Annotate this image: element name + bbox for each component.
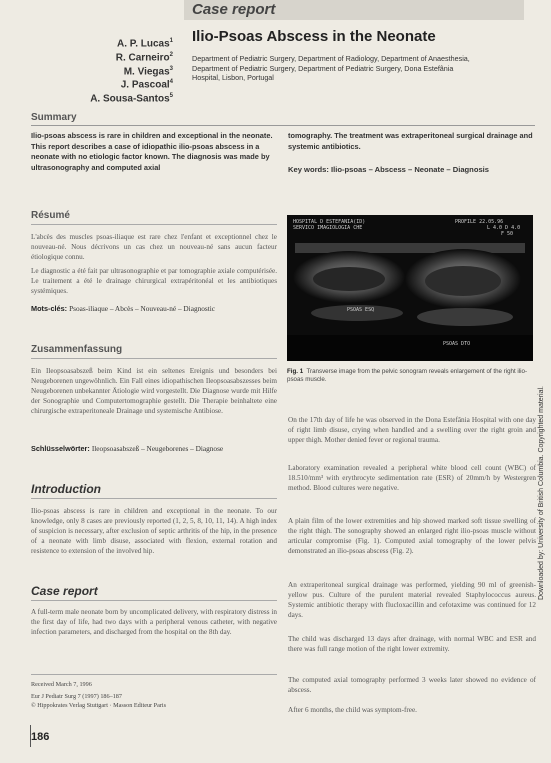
summary-divider <box>31 125 535 126</box>
affil-line: Department of Pediatric Surgery, Department of Pediatric Surgery, Dona Estefânia <box>192 63 454 73</box>
journal-citation: Eur J Pediatr Surg 7 (1997) 186–187 <box>31 693 122 700</box>
figure-caption: Fig. 1 Transverse image from the pelvic sonogram reveals enlargement of the right ilio-psoas muscle. <box>287 368 528 383</box>
publisher-line: © Hippokrates Verlag Stuttgart · Masson Editeur Paris <box>31 702 167 709</box>
case-report-paragraph: A full-term male neonate born by uncomplicated delivery, with respiratory distress in the first day of life, had two days with a peripheral venous catheter, with negative infection parameters, and discharged from the hospital on the 8th day. <box>31 608 277 636</box>
author-list <box>90 36 173 105</box>
summary-heading: Summary <box>31 112 77 123</box>
author: J. Pascoal$^4$ <box>120 79 173 91</box>
affil-line: Hospital, Lisbon, Portugal <box>192 73 274 82</box>
page-number: 186 <box>31 731 50 743</box>
zusammenfassung-rule <box>31 358 277 359</box>
summary-keywords: Key words: Ilio-psoas – Abscess – Neonate – Diagnosis <box>288 165 490 174</box>
right-column-paragraph: After 6 months, the child was symptom-free. <box>288 706 417 714</box>
right-column-paragraph: The computed axial tomography performed 3 weeks later showed no evidence of abscess. <box>288 676 536 694</box>
author: A. Sousa-Santos$^5$ <box>90 93 173 105</box>
resume-keywords: Mots-clés: Psoas-iliaque – Abcès – Nouveau-né – Diagnostic <box>31 304 216 313</box>
figure-label-right: PSOAS DTO <box>443 341 471 347</box>
author: A. P. Lucas$^1$ <box>117 38 173 50</box>
author: R. Carneiro$^2$ <box>115 51 173 64</box>
zusammenfassung-heading: Zusammenfassung <box>31 344 123 355</box>
affil-line: Department of Pediatric Surgery, Department of Radiology, Department of Anaesthesia, <box>192 54 470 63</box>
figure-overlay-text: PROFILE 22.05.96 <box>455 219 504 225</box>
summary-left-text: Ilio-psoas abscess is rare in children and exceptional in the neonate. This report describes a case of idiopathic ilio-psoas abscess in a neonate with no etiologic factor known. The diagnosis was made by ultrasonography and computed axial <box>31 131 273 172</box>
right-column-paragraph: The child was discharged 13 days after drainage, with normal WBC and ESR and there was full range motion of the right lower extremity. <box>288 635 536 653</box>
article-title: Ilio-Psoas Abscess in the Neonate <box>192 28 436 45</box>
figure-label-left: PSOAS ESQ <box>347 307 375 313</box>
right-column-paragraph: On the 17th day of life he was observed in the Dona Estefânia Hospital with one day of right limb disuse, crying when handled and a swelling over the right groin and upper thigh. Mother denied fever or regional trauma. <box>288 416 536 444</box>
introduction-paragraph: Ilio-psoas abscess is rare in children and exceptional in the neonate. To our knowledge, only 8 cases are previously reported (1, 2, 5, 8, 10, 11, 14). A high index of suspicion is necessary, after exclusion of septic arthritis of the hip, in the presence of a neonate with limb disuse, associated with flexion, external rotation and resistence to extension of the involved hip. <box>31 507 277 555</box>
section-label: Case report <box>192 1 276 18</box>
resume-heading: Résumé <box>31 210 70 221</box>
case-report-rule <box>31 600 277 601</box>
summary-right-text: tomography. The treatment was extraperitoneal surgical drainage and systemic antibiotics. <box>288 131 533 151</box>
resume-paragraph: L'abcès des muscles psoas-iliaque est rare chez l'enfant et exceptionnel chez le nouveau-né. Nous décrivons un cas chez un nouveau-né sans aucun facteur étiologique connu. <box>31 233 277 261</box>
introduction-rule <box>31 498 277 499</box>
case-report-heading: Case report <box>31 584 98 598</box>
zusammenfassung-paragraph: Ein Ileopsoasabszeß beim Kind ist ein seltenes Ereignis und besonders bei Neugeborenen ungewöhnlich. Ein Fall eines idiopathischen Ileopsoasabszesses beim Neugeborenen unbekannter Ätiologie wird vorgestellt. Die Diagnose wurde mit Hilfe der Sonographie und Computertomographie gestellt. Die Therapie beinhaltete eine chirurgische extraperitoneale Drainage und systemische Antibiose. <box>31 367 277 415</box>
right-column-paragraph: An extraperitoneal surgical drainage was performed, yielding 90 ml of greenish-yellow pus. Culture of the purulent material revealed Staphylococcus aureus. Systemic antibiotic therapy with flucloxacillin and cefotaxime was continued for 12 days. <box>288 581 536 619</box>
ultrasound-image <box>287 215 533 361</box>
figure-overlay-text: F 50 <box>501 231 514 237</box>
section-tab <box>184 0 524 20</box>
right-column-paragraph: Laboratory examination revealed a peripheral white blood cell count (WBC) of 18.510/mm³ with erythrocyte sedimentation rate (ESR) of 20mm/h by Westergren method. Blood cultures were negative. <box>288 464 536 492</box>
figure-overlay-text: SERVICO IMAGIOLOGIA CHE <box>293 225 363 231</box>
right-column-paragraph: A plain film of the lower extremities and hip showed marked soft tissue swelling of the right thigh. The sonography showed an enlarged right ilio-psoas muscle without articular compromise (Fig. 1). Computed axial tomography of the lower pelvis demonstrated an ilio-psoas abscess (Fig. 2). <box>288 517 536 555</box>
footer-rule <box>31 674 277 675</box>
figure-overlay-text: HOSPITAL D ESTEFANIA(ID) <box>293 219 366 225</box>
ultrasound-figure <box>287 215 533 361</box>
figure-overlay-text: L 4.0 D 4.0 <box>487 225 521 231</box>
received-date: Received March 7, 1996 <box>31 681 92 688</box>
resume-paragraph: Le diagnostic a été fait par ultrasonographie et par tomographie axiale computérisée. Le traitement a été le drainage chirurgical extrapéritonéal et les antibiotiques systémiques. <box>31 267 277 295</box>
resume-rule <box>31 224 277 225</box>
download-notice: Downloaded by: University of British Columbia. Copyrighted material. <box>538 386 545 600</box>
affiliations <box>192 54 542 83</box>
introduction-heading: Introduction <box>31 482 101 496</box>
author: M. Viegas$^3$ <box>123 65 173 77</box>
zusammenfassung-keywords: Schlüsselwörter: Ileopsoasabszeß – Neugeborenes – Diagnose <box>31 444 224 453</box>
